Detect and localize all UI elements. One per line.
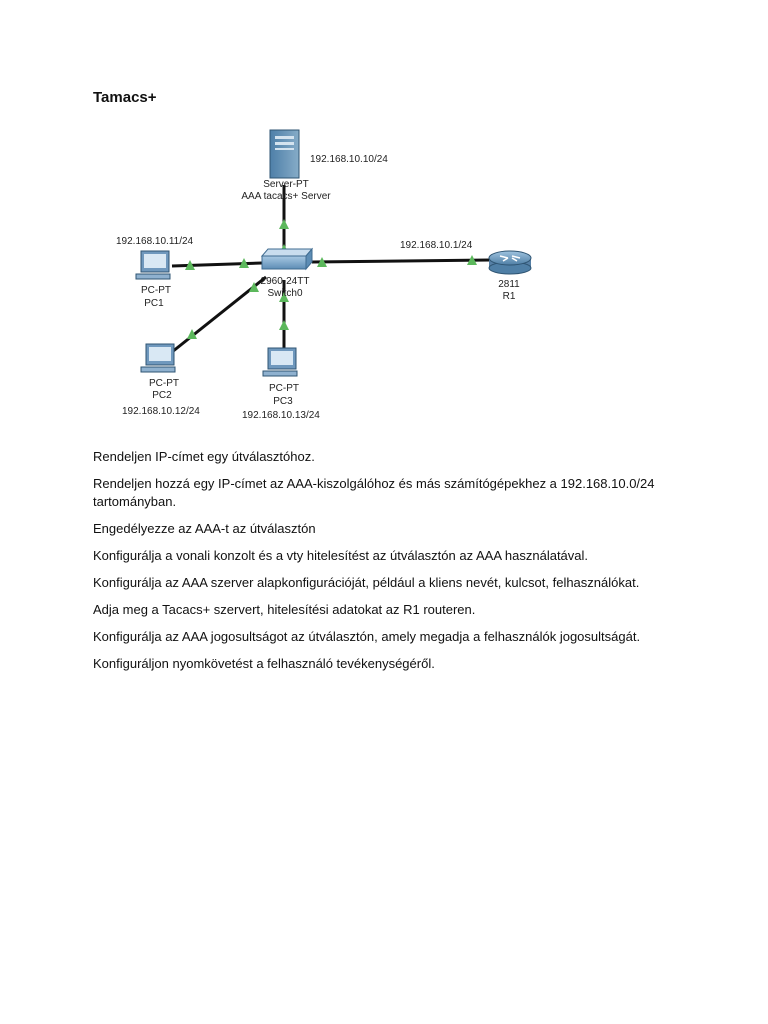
status-triangle: [279, 320, 289, 330]
network-links: [172, 185, 490, 352]
pc2-ip-label: 192.168.10.12/24: [122, 406, 200, 417]
task-paragraph: Rendeljen IP-címet egy útválasztóhoz.: [93, 449, 315, 464]
task-list: [93, 448, 693, 682]
router-type-label: 2811: [498, 279, 520, 290]
server-type-label: Server-PT: [263, 179, 309, 190]
server-icon[interactable]: [270, 130, 299, 178]
task-paragraph: Konfigurálja a vonali konzolt és a vty hitelesítést az útválasztón az AAA használatával.: [93, 548, 589, 563]
link-pc1-switch: [172, 263, 262, 266]
pc3-type-label: PC-PT: [269, 383, 299, 394]
switch-name-label: Switch0: [267, 288, 303, 299]
switch-icon[interactable]: [262, 249, 312, 269]
link-switch-router: [312, 260, 490, 262]
task-paragraph: Konfiguráljon nyomkövetést a felhasználó tevékenységéről.: [93, 656, 435, 671]
pc2-name-label: PC2: [152, 390, 172, 401]
pc2-icon[interactable]: [141, 344, 175, 372]
pc3-name-label: PC3: [273, 396, 293, 407]
pc1-ip-label: 192.168.10.11/24: [116, 236, 194, 247]
switch-type-label: 2960-24TT: [260, 276, 310, 287]
task-paragraph: Konfigurálja az AAA szerver alapkonfigurációját, például a kliens nevét, kulcsot, felhasználókat.: [93, 575, 640, 590]
network-topology-diagram: [0, 0, 768, 440]
task-paragraph: Adja meg a Tacacs+ szervert, hitelesítési adatokat az R1 routeren.: [93, 602, 476, 617]
pc1-type-label: PC-PT: [141, 285, 171, 296]
pc1-icon[interactable]: [136, 251, 170, 279]
link-status-indicators: [185, 219, 477, 339]
pc3-ip-label: 192.168.10.13/24: [242, 410, 320, 421]
task-paragraph: Rendeljen hozzá egy IP-címet az AAA-kiszolgálóhoz és más számítógépekhez a 192.168.10.0/24 tartományban.: [93, 476, 655, 509]
document-title: Tamacs+: [93, 89, 157, 106]
server-name-label: AAA tacacs+ Server: [241, 191, 331, 202]
pc1-name-label: PC1: [144, 298, 164, 309]
task-paragraph: Konfigurálja az AAA jogosultságot az útválasztón, amely megadja a felhasználók jogosultságát.: [93, 629, 641, 644]
pc3-icon[interactable]: [263, 348, 297, 376]
task-paragraph: Engedélyezze az AAA-t az útválasztón: [93, 521, 316, 536]
status-triangle: [279, 219, 289, 229]
server-ip-label: 192.168.10.10/24: [310, 154, 388, 165]
pc2-type-label: PC-PT: [149, 378, 179, 389]
router-ip-label: 192.168.10.1/24: [400, 240, 473, 251]
router-icon[interactable]: [489, 251, 531, 274]
router-name-label: R1: [502, 291, 516, 302]
